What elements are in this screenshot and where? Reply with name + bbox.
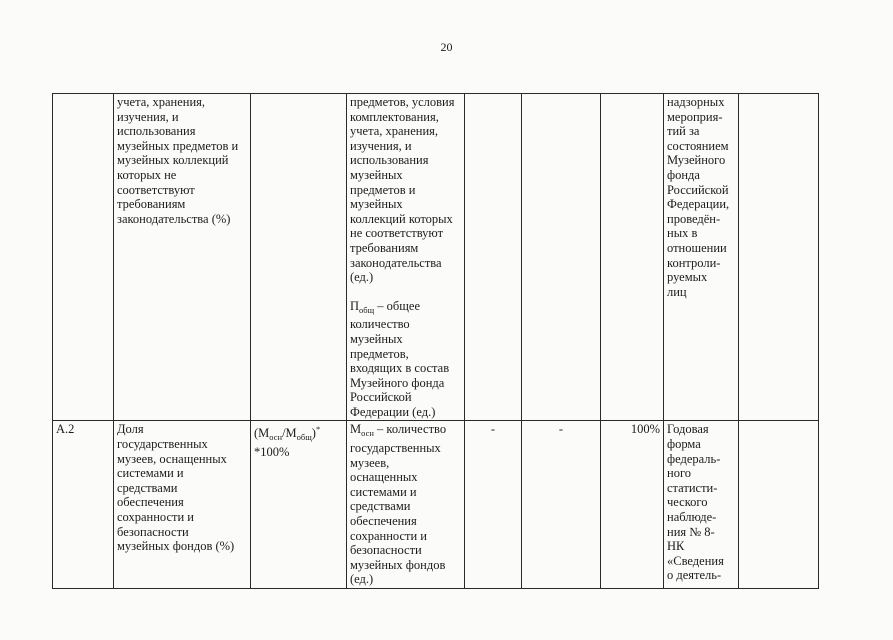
cell-variables [347,94,465,421]
row-code: А.2 [56,422,75,437]
cell-source [664,94,739,421]
cell-indicator [114,94,251,421]
cell-target [601,421,664,589]
cell-formula [251,421,347,589]
var-total-subscript: общ [359,304,375,315]
cell-code [53,421,114,589]
indicator-table [52,93,819,589]
var-symbol: М [350,422,362,437]
formula-sub-1: осн [269,432,283,443]
page-number: 20 [440,40,453,54]
var-total-symbol: П [350,298,360,313]
cell-value-2 [522,94,601,421]
variable-definition [350,422,461,587]
formula-line-2: *100% [254,445,290,460]
formula-star: * [315,424,321,435]
cell-indicator [114,421,251,589]
var-desc: – количество государственных музеев, оснащенных системами и средствами обеспечения сохранности и безопасности музейных фондов (ед.) [350,422,447,587]
value-2: - [558,422,564,437]
cell-value-1 [465,94,522,421]
target-value: 100% [630,422,660,437]
var-subscript: осн [361,428,374,439]
formula [254,422,343,445]
source-text: надзорных мероприя- тий за состоянием Музейного фонда Российской Федерации, проведён- ных в отношении контроли- руемых лиц [667,95,730,299]
variables-text: предметов, условия комплектования, учета, хранения, изучения, и использования музейных предметов и музейных коллекций которых не соответствуют требованиям законодательства (ед.) [350,95,455,285]
table-row [53,94,819,421]
table-row [53,421,819,589]
formula-close: ) [311,426,316,441]
cell-value-1 [465,421,522,589]
cell-code [53,94,114,421]
cell-source [664,421,739,589]
var-total-desc: – общее количество музейных предметов, входящих в состав Музейного фонда Российской Федерации (ед.) [350,298,450,419]
cell-extra [739,94,819,421]
indicator-text: учета, хранения, изучения, и использования музейных предметов и музейных коллекций которых не соответствуют требованиям законодательства (%) [117,95,239,226]
indicator-text: Доля государственных музеев, оснащенных системами и средствами обеспечения сохранности и безопасности музейных фондов (%) [117,422,235,554]
cell-target [601,94,664,421]
cell-extra [739,421,819,589]
cell-formula [251,94,347,421]
cell-variables [347,421,465,589]
value-1: - [490,422,496,437]
cell-value-2 [522,421,601,589]
formula-sub-2: общ [296,432,312,443]
variable-total-definition [350,299,461,420]
formula-mid: /М [282,426,297,441]
source-text: Годовая форма федераль- ного статисти- ческого наблюде- ния № 8- НК «Сведения о деятель- [667,422,724,583]
formula-open: (М [254,426,270,441]
